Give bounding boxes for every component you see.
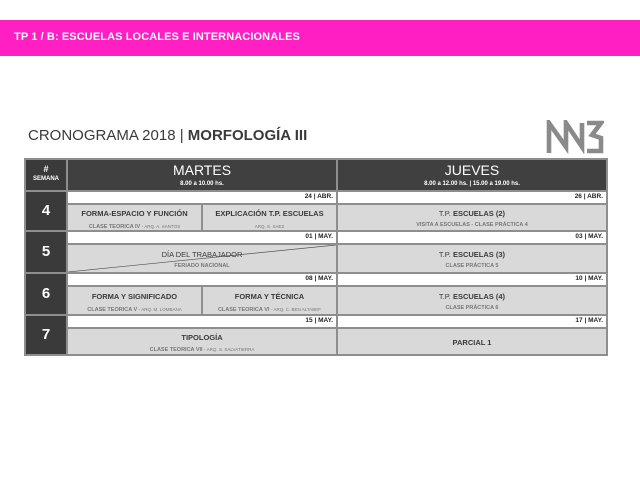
- date-label: 01 | MAY.: [68, 232, 336, 243]
- date-label: 15 | MAY.: [68, 316, 336, 327]
- class-cell: T.P. ESCUELAS (2) VISITA A ESCUELAS - CLASE PRÁCTICA 4: [338, 205, 606, 230]
- date-label: 08 | MAY.: [68, 274, 336, 285]
- week-number: 4: [26, 192, 66, 230]
- week-number: 7: [26, 316, 66, 354]
- heading-subject: MORFOLOGÍA III: [187, 127, 308, 144]
- schedule-table: [24, 158, 608, 356]
- week-number: 6: [26, 274, 66, 314]
- day-header-jueves: [338, 160, 606, 190]
- day-name: MARTES: [172, 162, 232, 178]
- holiday-cell: DÍA DEL TRABAJADOR FERIADO NACIONAL: [68, 245, 336, 272]
- semana-label: SEMANA: [32, 176, 59, 182]
- class-cell: FORMA Y SIGNIFICADO CLASE TEORICA V - ARQ. M. LOMBANA: [68, 287, 201, 314]
- week-header: [26, 160, 66, 190]
- class-cell: PARCIAL 1: [338, 329, 606, 354]
- m3-logo-icon: [546, 120, 604, 154]
- date-label: 10 | MAY.: [338, 274, 606, 285]
- page-heading: [28, 127, 307, 144]
- header-bar: [0, 20, 640, 56]
- class-cell: T.P. ESCUELAS (4) CLASE PRÁCTICA 6: [338, 287, 606, 314]
- day-name: JUEVES: [444, 162, 500, 178]
- heading-year: CRONOGRAMA 2018: [28, 127, 176, 144]
- date-label: 17 | MAY.: [338, 316, 606, 327]
- heading-separator: |: [179, 127, 184, 144]
- class-cell: FORMA-ESPACIO Y FUNCIÓN CLASE TEORICA IV - ARQ. A. SANTOS: [68, 205, 201, 230]
- date-label: 03 | MAY.: [338, 232, 606, 243]
- class-cell: FORMA Y TÉCNICA CLASE TEORICA VI - ARQ. C. BEN ALTABEF: [203, 287, 336, 314]
- header-title: TP 1 / B: ESCUELAS LOCALES E INTERNACIONALES: [14, 31, 300, 43]
- date-label: 26 | ABR.: [338, 192, 606, 203]
- date-label: 24 | ABR.: [68, 192, 336, 203]
- class-cell: T.P. ESCUELAS (3) CLASE PRÁCTICA 5: [338, 245, 606, 272]
- day-time: 8.00 a 10.00 hs.: [180, 181, 224, 187]
- week-number: 5: [26, 232, 66, 272]
- class-cell: EXPLICACIÓN T.P. ESCUELAS ARQ. S. SAEZ: [203, 205, 336, 230]
- class-cell: TIPOLOGÍA CLASE TEORICA VII - ARQ. S. SALVATIERRA: [68, 329, 336, 354]
- day-time: 8.00 a 12.00 hs. | 15.00 a 19.00 hs.: [424, 181, 520, 187]
- hash-label: #: [43, 164, 49, 174]
- day-header-martes: [68, 160, 336, 190]
